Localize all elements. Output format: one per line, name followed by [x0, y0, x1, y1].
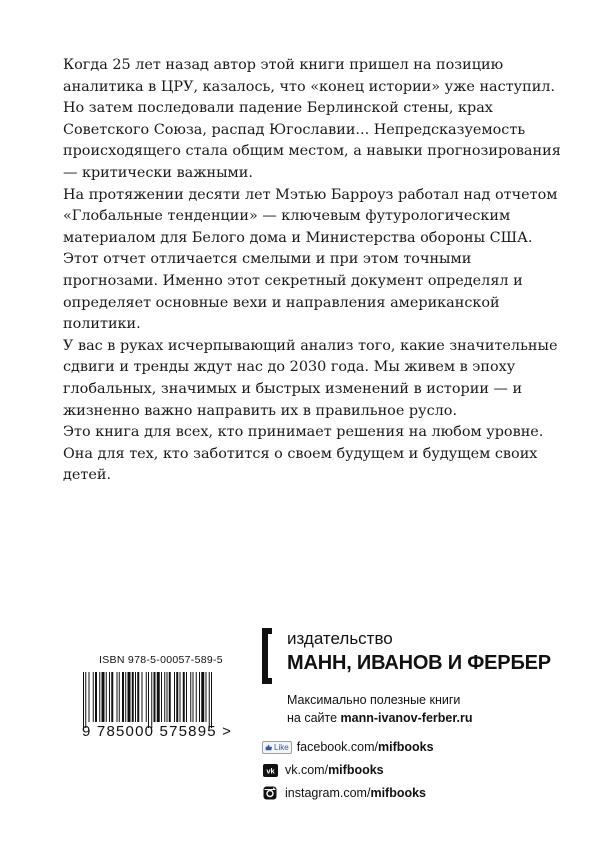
barcode-bar [199, 672, 200, 722]
barcode-bar [85, 672, 86, 728]
facebook-like-icon: Like [262, 741, 292, 754]
publisher-label: издательство [287, 629, 393, 648]
instagram-url-prefix: instagram.com/ [285, 786, 371, 800]
vk-icon [262, 764, 278, 777]
barcode-bar [146, 672, 147, 722]
barcode-bar [211, 672, 212, 728]
vk-url-prefix: vk.com/ [285, 763, 329, 777]
barcode-bar [109, 672, 110, 722]
isbn-number: ISBN 978-5-00057-589-5 [99, 654, 223, 666]
barcode-bar [157, 672, 160, 722]
barcode-bar [99, 672, 100, 722]
barcode-bar [151, 672, 152, 728]
barcode-bar [176, 672, 178, 722]
barcode-bar [93, 672, 94, 722]
facebook-url-prefix: facebook.com/ [296, 740, 378, 754]
barcode-bar [174, 672, 175, 722]
barcode-bar [186, 672, 187, 722]
blurb-paragraph: Когда 25 лет назад автор этой книги пришел на позицию аналитика в ЦРУ, казалось, что «конец истории» уже наступил. Но затем последовали падение Берлинской стены, крах Советского Союза, распад Югославии... Непредсказуемость происходящего стала общим местом, а навыки прогнозирования — критически важными. [63, 57, 561, 181]
tagline-line: Максимально полезные книги [287, 693, 461, 707]
barcode-bar [193, 672, 194, 722]
barcode-bar [83, 672, 84, 728]
facebook-link[interactable] [262, 740, 434, 754]
barcode-bar [122, 672, 124, 722]
barcode-bar [169, 672, 171, 722]
barcode-bar [183, 672, 185, 722]
barcode-bar [196, 672, 197, 722]
blurb-paragraph: На протяжении десяти лет Мэтью Барроуз работал над отчетом «Глобальные тенденции» — ключевым футурологическим материалом для Белого дома и Министерства обороны США. Этот отчет отличается смелыми и при этом точными прогнозами. Именно этот секретный документ определял и определяет основные вехи и направления американской политики. [63, 186, 558, 333]
barcode-bar [137, 672, 139, 722]
vk-handle: mifbooks [328, 763, 384, 777]
barcode-bar [161, 672, 162, 722]
barcode-bar [206, 672, 207, 722]
barcode-bar [135, 672, 136, 722]
barcode-bar [209, 672, 210, 728]
barcode-bar [167, 672, 168, 722]
instagram-icon [262, 787, 278, 800]
back-cover-blurb [63, 55, 563, 487]
barcode-bar [119, 672, 120, 722]
barcode-bar [95, 672, 97, 722]
barcode-bar [190, 672, 191, 722]
tagline-line [287, 709, 473, 727]
vk-link[interactable] [262, 763, 384, 777]
website-link[interactable]: mann-ivanov-ferber.ru [340, 711, 473, 725]
blurb-paragraph: У вас в руках исчерпывающий анализ того, какие значительные сдвиги и тренды ждут нас до 2030 года. Мы живем в эпоху глобальных, значимых и быстрых изменений в истории — и жизненно важно направить их в правильное русло. [63, 337, 558, 419]
publisher-name: МАНН, ИВАНОВ И ФЕРБЕР [287, 652, 551, 674]
isbn-barcode [82, 672, 226, 728]
barcode-bar [106, 672, 107, 722]
instagram-handle: mifbooks [370, 786, 427, 800]
barcode-bar [111, 672, 113, 722]
barcode-bar [89, 672, 90, 722]
barcode-bar [132, 672, 134, 722]
barcode-bar [128, 672, 131, 722]
barcode-bar [148, 672, 149, 728]
barcode-bar [164, 672, 165, 722]
instagram-link[interactable] [262, 786, 426, 800]
barcode-bar [117, 672, 118, 722]
barcode-bar [201, 672, 204, 722]
facebook-handle: mifbooks [377, 740, 434, 754]
publisher-bracket-logo [262, 628, 272, 684]
barcode-bar [125, 672, 126, 722]
barcode-bar [102, 672, 105, 722]
barcode-bar [154, 672, 156, 722]
barcode-digits: 9 785000 575895 > [82, 723, 233, 740]
svg-text:vk: vk [265, 766, 275, 775]
blurb-paragraph: Это книга для всех, кто принимает решения на любом уровне. Она для тех, кто заботится о своем будущем и будущем своих детей. [63, 424, 544, 484]
barcode-bar [180, 672, 181, 722]
publisher-tagline [287, 691, 473, 727]
tagline-prefix: на сайте [287, 711, 341, 725]
barcode-bar [142, 672, 143, 722]
